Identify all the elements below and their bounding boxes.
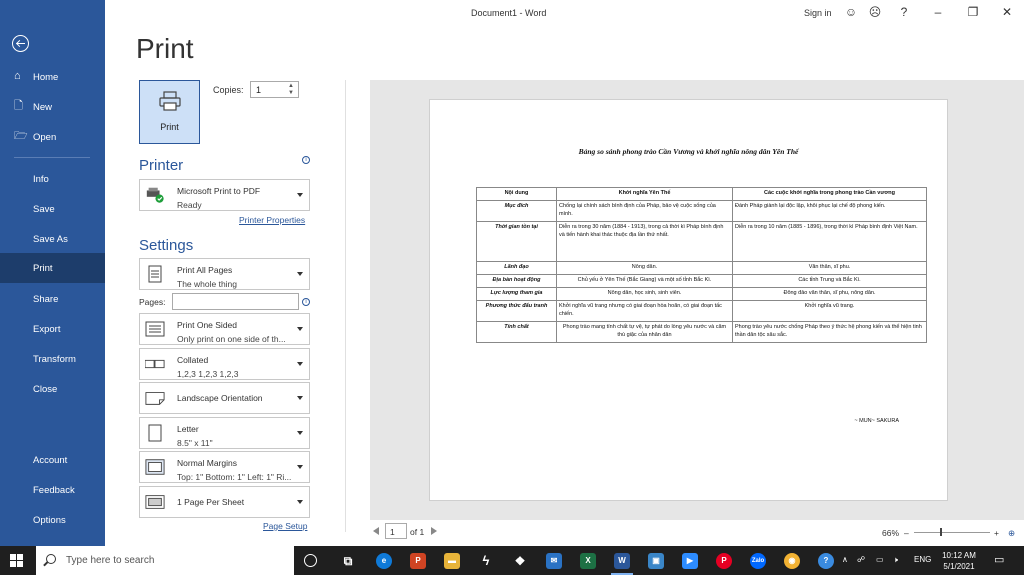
nav-transform[interactable]: Transform [33, 353, 76, 365]
pinterest-icon[interactable]: P [716, 553, 732, 569]
printer-icon [159, 91, 181, 111]
zoom-app-icon[interactable]: ▶ [682, 553, 698, 569]
nav-save[interactable]: Save [33, 203, 55, 215]
help-app-icon[interactable]: ? [818, 553, 834, 569]
word-icon[interactable]: W [614, 553, 630, 569]
signature: ~ MUN~ SAKURA [854, 418, 899, 424]
pages-input[interactable] [172, 293, 299, 310]
chevron-down-icon [297, 396, 303, 400]
nav-print[interactable]: Print [0, 253, 105, 283]
zoom-level: 66% [882, 528, 900, 538]
zoom-in-icon[interactable]: + [994, 528, 999, 538]
nav-account[interactable]: Account [33, 454, 68, 466]
powerpoint-icon[interactable]: P [410, 553, 426, 569]
zoom-slider-thumb[interactable] [940, 528, 942, 536]
zoom-out-icon[interactable]: – [904, 528, 909, 538]
cortana-icon[interactable] [304, 554, 317, 567]
margins-icon [145, 458, 165, 476]
print-button[interactable]: Print [139, 80, 200, 144]
search-icon [46, 554, 56, 564]
one-sided-icon [145, 320, 165, 338]
system-clock[interactable]: 10:12 AM 5/1/2021 [942, 551, 976, 571]
windows-start-icon[interactable] [10, 554, 23, 567]
chevron-down-icon [297, 193, 303, 197]
nav-home[interactable]: ⌂ Home [14, 70, 59, 83]
battery-icon[interactable]: ▭ [876, 555, 884, 564]
paper-icon [145, 424, 165, 442]
preview-page [429, 99, 948, 501]
page-per-sheet-icon [145, 493, 165, 511]
taskbar-search-box[interactable]: Type here to search [36, 546, 294, 575]
panel-divider [345, 80, 346, 532]
copies-label: Copies: [213, 85, 244, 95]
orientation-select[interactable]: Landscape Orientation [139, 382, 310, 414]
backstage-nav [0, 0, 105, 546]
chevron-down-icon [297, 500, 303, 504]
table-row: Lãnh đạo Nông dân. Văn thân, sĩ phu. [477, 261, 927, 274]
table-row: Lực lượng tham gia Nông dân, học sinh, sinh viên. Đông đảo văn thân, sĩ phu, nông dân. [477, 287, 927, 300]
pages-label: Pages: [139, 297, 166, 307]
speaker-icon[interactable]: 🕨 [893, 555, 899, 564]
page-setup-link[interactable]: Page Setup [263, 521, 308, 531]
nav-options[interactable]: Options [33, 514, 66, 526]
printer-ready-icon [145, 186, 165, 204]
nav-share[interactable]: Share [33, 293, 59, 305]
nav-export[interactable]: Export [33, 323, 61, 335]
restore-icon[interactable]: ❐ [967, 5, 979, 19]
table-row: Thời gian tồn tại Diễn ra trong 30 năm (1884 - 1913), trong cả thời kì Pháp bình định và tiến hành khai thác thuộc địa lần thứ nhất. Diễn ra trong 10 năm (1885 - 1896), trong thời kì Pháp bình định Việt Nam. [477, 221, 927, 261]
notifications-icon[interactable]: ▭ [994, 554, 1005, 566]
chrome-icon[interactable]: ◉ [784, 553, 800, 569]
previous-page-icon[interactable] [373, 527, 379, 535]
task-view-icon[interactable]: ⧉ [343, 554, 353, 568]
input-language[interactable]: ENG [914, 555, 932, 564]
paper-size-select[interactable]: Letter 8.5" x 11" [139, 417, 310, 449]
table-row: Địa bàn hoạt động Chủ yếu ở Yên Thế (Bắc Giang) và một số tỉnh Bắc Kì. Các tỉnh Trung và Bắc Kì. [477, 274, 927, 287]
nav-divider [14, 157, 90, 158]
chevron-down-icon [297, 327, 303, 331]
mail-icon[interactable]: ✉ [546, 553, 562, 569]
excel-icon[interactable]: X [580, 553, 596, 569]
comparison-table [476, 187, 927, 343]
title-bar [105, 0, 1024, 26]
nav-open[interactable]: 🗁 Open [14, 130, 57, 143]
printer-select[interactable]: Microsoft Print to PDF Ready [139, 179, 310, 211]
margins-select[interactable]: Normal Margins Top: 1" Bottom: 1" Left: 1" Ri... [139, 451, 310, 483]
chevron-down-icon [297, 431, 303, 435]
chevron-down-icon [297, 362, 303, 366]
edge-browser-icon[interactable]: e [376, 553, 392, 569]
winamp-icon[interactable]: ϟ [482, 553, 490, 568]
zalo-icon[interactable]: Zalo [750, 553, 766, 569]
file-explorer-icon[interactable]: ▬ [444, 553, 460, 569]
back-arrow-icon[interactable] [12, 35, 29, 52]
zoom-slider[interactable] [914, 532, 990, 533]
info-icon[interactable]: i [302, 298, 310, 306]
table-header: Các cuộc khởi nghĩa trong phong trào Cần vương [733, 188, 927, 201]
dropbox-icon[interactable]: ❖ [514, 554, 526, 568]
table-row: Tính chất Phong trào mang tính chất tự vệ, tự phát do lòng yêu nước và căm thù giặc của nhân dân Phong trào yêu nước chống Pháp theo ý thức hệ phong kiến và thể hiện tinh thần dân tộc sâu sắc. [477, 321, 927, 342]
close-icon[interactable]: ✕ [1001, 5, 1013, 19]
nav-new[interactable]: 🗋 New [14, 100, 53, 113]
settings-heading: Settings [139, 237, 194, 254]
sides-select[interactable]: Print One Sided Only print on one side of th... [139, 313, 310, 345]
folder-open-icon: 🗁 [14, 130, 28, 142]
table-row: Phương thức đấu tranh Khởi nghĩa vũ trang nhưng có giai đoạn hòa hoãn, có giai đoạn tấc chiến. Khởi nghĩa vũ trang. [477, 300, 927, 321]
photos-icon[interactable]: ▣ [648, 553, 664, 569]
pages-icon [145, 265, 165, 283]
window-title: Document1 - Word [471, 8, 547, 18]
printer-properties-link[interactable]: Printer Properties [239, 215, 306, 225]
sign-in-link[interactable]: Sign in [804, 8, 832, 18]
table-header: Nội dung [477, 188, 557, 201]
chevron-down-icon [297, 272, 303, 276]
printer-heading: Printer [139, 157, 184, 174]
page-number-input[interactable]: 1 [385, 523, 407, 539]
network-icon[interactable]: ☍ [857, 555, 866, 564]
help-icon[interactable]: ? [900, 5, 908, 19]
smile-feedback-icon[interactable]: ☺ [844, 5, 858, 19]
copies-stepper[interactable]: 1 ▲ ▼ [250, 81, 299, 98]
nav-save-as[interactable]: Save As [33, 233, 68, 245]
table-row: Mục đích Chống lại chính sách bình định của Pháp, bảo vệ cuộc sống của mình. Đánh Pháp giành lại độc lập, khôi phục lại chế độ phong kiến. [477, 200, 927, 221]
nav-close[interactable]: Close [33, 383, 58, 395]
print-range-select[interactable]: Print All Pages The whole thing [139, 258, 310, 290]
pages-per-sheet-select[interactable]: 1 Page Per Sheet [139, 486, 310, 518]
table-header: Khởi nghĩa Yên Thế [557, 188, 733, 201]
next-page-icon[interactable] [431, 527, 437, 535]
collated-icon [145, 355, 165, 373]
nav-feedback[interactable]: Feedback [33, 484, 75, 496]
collation-select[interactable]: Collated 1,2,3 1,2,3 1,2,3 [139, 348, 310, 380]
chevron-down-icon [297, 465, 303, 469]
minimize-icon[interactable]: – [934, 5, 942, 19]
home-icon: ⌂ [14, 70, 21, 82]
nav-info[interactable]: Info [33, 173, 49, 185]
frown-feedback-icon[interactable]: ☹ [868, 5, 882, 19]
spin-arrows-icon[interactable]: ▲ ▼ [288, 83, 294, 96]
page-title: Print [136, 33, 194, 64]
page-total: of 1 [410, 527, 425, 537]
info-icon[interactable]: i [302, 156, 310, 164]
zoom-to-page-icon[interactable]: ⊕ [1008, 528, 1016, 538]
windows-taskbar [0, 546, 1024, 575]
document-title: Bảng so sánh phong trào Cần Vương và khởi nghĩa nông dân Yên Thế [578, 147, 799, 156]
landscape-icon [145, 389, 165, 407]
new-document-icon: 🗋 [14, 100, 23, 112]
tray-chevron-icon[interactable]: ∧ [842, 555, 848, 564]
